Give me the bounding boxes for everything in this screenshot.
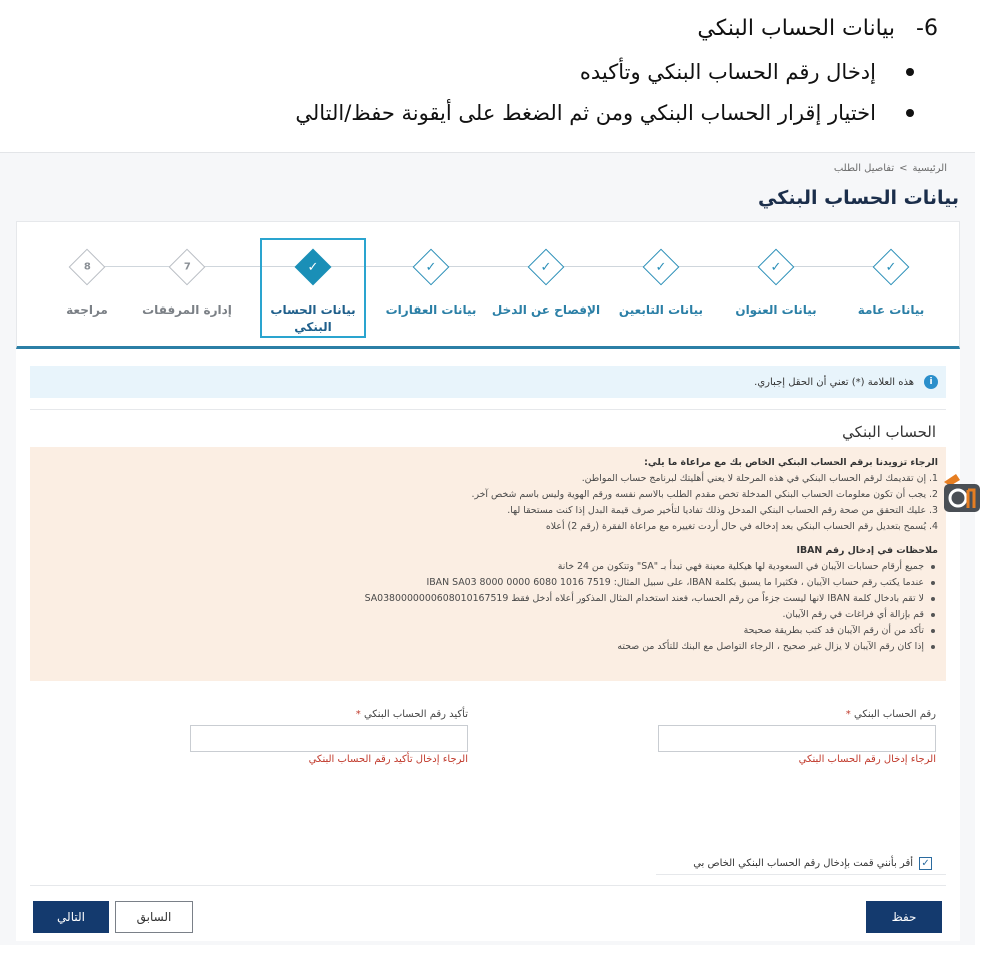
iban-note-item: إذا كان رقم الآيبان لا يزال غير صحيح ، الرجاء التواصل مع البنك للتأكد من صحته bbox=[40, 639, 938, 655]
step-real-estate[interactable] bbox=[375, 240, 487, 319]
page-title: بيانات الحساب البنكي bbox=[758, 187, 959, 209]
step-label: بيانات العنوان bbox=[735, 303, 817, 317]
heading-text: بيانات الحساب البنكي bbox=[697, 16, 896, 41]
notes-list bbox=[40, 471, 938, 535]
bullet-item: اختيار إقرار الحساب البنكي ومن ثم الضغط على أيقونة حفظ/التالي bbox=[295, 97, 918, 138]
iban-note-item: لا تقم بادخال كلمة IBAN لانها ليست جزءاً من رقم الحساب، فعند استخدام المثال المذكور أعلاه أدخل فقط SA0380000000608010167519 bbox=[40, 591, 938, 607]
check-icon: ✓ bbox=[413, 249, 450, 286]
step-income[interactable] bbox=[490, 240, 602, 319]
progress-stepper bbox=[16, 221, 960, 349]
step-label: مراجعة bbox=[66, 303, 108, 317]
note-item: 2. يجب أن تكون معلومات الحساب البنكي المدخلة تخص مقدم الطلب بالاسم نفسه ورقم الهوية وليس باسم شخص آخر. bbox=[471, 489, 938, 500]
step-label: بيانات العقارات bbox=[385, 303, 477, 317]
account-number-error: الرجاء إدخال رقم الحساب البنكي bbox=[798, 754, 936, 765]
divider bbox=[656, 874, 946, 875]
save-button[interactable]: حفظ bbox=[866, 901, 942, 933]
step-attachments[interactable] bbox=[131, 240, 243, 319]
info-icon: i bbox=[924, 375, 938, 389]
breadcrumb bbox=[834, 163, 947, 174]
check-icon: ✓ bbox=[528, 249, 565, 286]
step-label: بيانات الحساب البنكي bbox=[270, 303, 356, 334]
step-general[interactable] bbox=[835, 240, 947, 319]
breadcrumb-current: تفاصيل الطلب bbox=[833, 163, 895, 174]
step-review[interactable] bbox=[31, 240, 143, 319]
divider bbox=[30, 409, 946, 410]
divider bbox=[30, 885, 946, 886]
iban-notes-heading: ملاحظات في إدخال رقم IBAN bbox=[796, 545, 938, 556]
step-number-icon: 7 bbox=[169, 249, 206, 286]
confirm-account-error: الرجاء إدخال تأكيد رقم الحساب البنكي bbox=[308, 754, 468, 765]
note-item: 4. يُسمح بتعديل رقم الحساب البنكي بعد إدخاله في حال أردت تغييره مع مراعاة الفقرة (رقم 2) أعلاه bbox=[545, 521, 938, 532]
confirm-account-group bbox=[190, 709, 468, 765]
step-label: إدارة المرفقات bbox=[142, 303, 232, 317]
step-address[interactable] bbox=[720, 240, 832, 319]
iban-note-item: قم بإزالة أي فراغات في رقم الآيبان. bbox=[40, 607, 938, 623]
document-heading bbox=[697, 16, 938, 41]
portal-screenshot bbox=[0, 152, 975, 945]
section-title: الحساب البنكي bbox=[842, 423, 936, 441]
declaration-row[interactable] bbox=[693, 857, 932, 870]
bullet-item: إدخال رقم الحساب البنكي وتأكيده bbox=[295, 56, 918, 97]
declaration-checkbox[interactable]: ✓ bbox=[919, 857, 932, 870]
note-item: 3. عليك التحقق من صحة رقم الحساب البنكي المدخل وذلك تفاديا لتأخير صرف قيمة البدل إذا كنت مستحقا لها. bbox=[507, 505, 938, 516]
document-bullets bbox=[295, 56, 918, 138]
required-info-bar bbox=[30, 366, 946, 398]
step-label: بيانات التابعين bbox=[618, 303, 704, 317]
notes-intro: الرجاء تزويدنا برقم الحساب البنكي الخاص بك مع مراعاة ما يلي: bbox=[644, 457, 938, 468]
step-label: بيانات عامة bbox=[857, 303, 925, 317]
confirm-account-label: تأكيد رقم الحساب البنكي * bbox=[355, 709, 468, 720]
breadcrumb-separator: > bbox=[899, 163, 908, 174]
confirm-account-input[interactable] bbox=[190, 725, 468, 752]
next-button[interactable]: التالي bbox=[33, 901, 109, 933]
check-icon: ✓ bbox=[873, 249, 910, 286]
form-card bbox=[16, 221, 960, 941]
step-bank-account[interactable] bbox=[260, 238, 366, 338]
info-text: هذه العلامة (*) تعني أن الحقل إجباري. bbox=[754, 376, 914, 388]
watermark-logo-icon bbox=[940, 472, 984, 514]
check-icon: ✓ bbox=[758, 249, 795, 286]
iban-notes-list bbox=[40, 559, 938, 655]
check-icon: ✓ bbox=[643, 249, 680, 286]
previous-button[interactable]: السابق bbox=[115, 901, 193, 933]
step-dependents[interactable] bbox=[605, 240, 717, 319]
check-icon: ✓ bbox=[295, 249, 332, 286]
note-item: 1. إن تقديمك لرقم الحساب البنكي في هذه المرحلة لا يعني أهليتك لبرنامج حساب المواطن. bbox=[581, 473, 938, 484]
document-header bbox=[0, 0, 988, 150]
step-label: الإفصاح عن الدخل bbox=[491, 303, 601, 317]
heading-number: 6- bbox=[916, 16, 938, 41]
notes-panel bbox=[30, 447, 946, 681]
account-number-input[interactable] bbox=[658, 725, 936, 752]
iban-note-item: جميع أرقام حسابات الآيبان في السعودية لها هيكلية معينة فهي تبدأ بـ "SA" وتتكون من 24 خانة bbox=[40, 559, 938, 575]
iban-note-item: تأكد من أن رقم الآيبان قد كتب بطريقة صحيحة bbox=[40, 623, 938, 639]
step-number-icon: 8 bbox=[69, 249, 106, 286]
account-number-label: رقم الحساب البنكي * bbox=[845, 709, 936, 720]
account-number-group bbox=[658, 709, 936, 765]
iban-note-item: عندما يكتب رقم حساب الآيبان ، فكثيرا ما يسبق بكلمة IBAN، على سبيل المثال: IBAN SA03 8000 0000 6080 1016 7519 bbox=[40, 575, 938, 591]
declaration-label: أقر بأنني قمت بإدخال رقم الحساب البنكي الخاص بي bbox=[693, 858, 913, 869]
breadcrumb-home[interactable]: الرئيسية bbox=[912, 163, 947, 174]
